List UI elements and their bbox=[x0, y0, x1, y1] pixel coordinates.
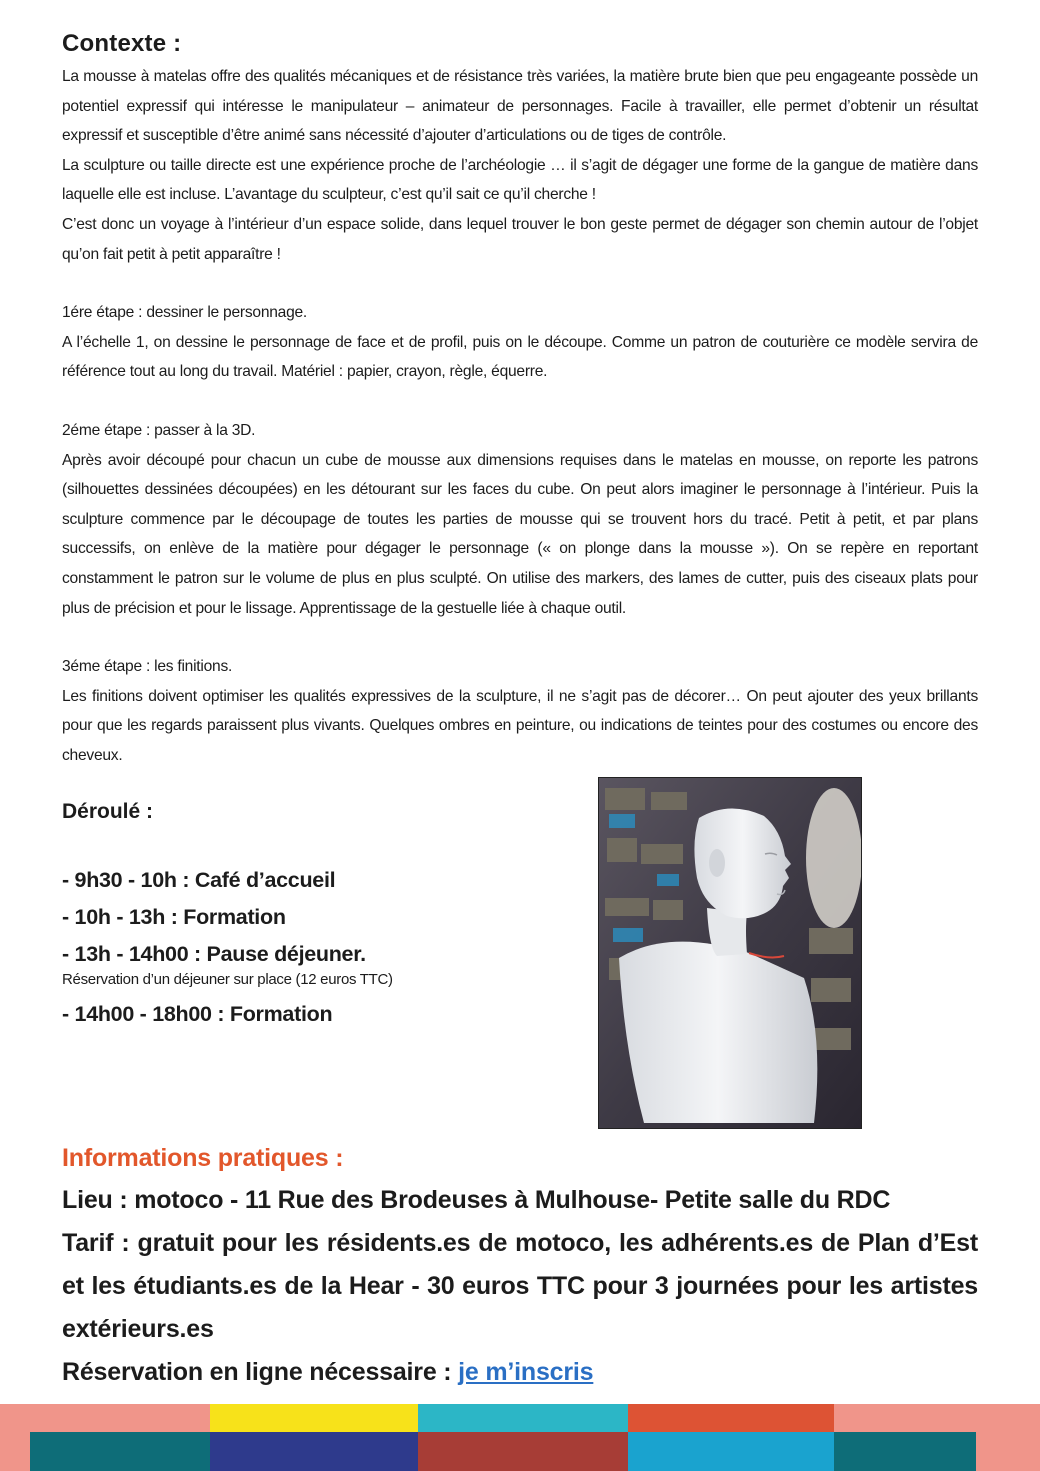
band-top-salmon-left bbox=[0, 1404, 210, 1432]
practical-info-heading: Informations pratiques : bbox=[62, 1144, 344, 1172]
reservation-label: Réservation en ligne nécessaire : bbox=[62, 1358, 459, 1386]
band-bottom-teal-right bbox=[834, 1432, 976, 1471]
schedule-item-accueil: - 9h30 - 10h : Café d’accueil bbox=[62, 868, 336, 892]
etape-1-title: 1ére étape : dessiner le personnage. bbox=[62, 304, 308, 322]
band-bottom-navy bbox=[210, 1432, 418, 1471]
contexte-paragraph-1: La mousse à matelas offre des qualités mécaniques et de résistance très variées, la matière brute bien que peu engageante possède un potentiel expressif qui intéresse le manipulateur – animateur de personnages. Facile à travailler, elle permet d’obtenir un résultat expressif et susceptible d’être animé sans nécessité d’ajouter d’articulations ou de tiges de contrôle. bbox=[62, 68, 978, 145]
etape-3-title: 3éme étape : les finitions. bbox=[62, 658, 233, 676]
reservation-line bbox=[62, 1351, 978, 1394]
deroule-heading: Déroulé : bbox=[62, 800, 154, 823]
page-content bbox=[62, 30, 978, 770]
band-top-salmon-right bbox=[834, 1404, 1040, 1432]
band-bottom-sky bbox=[628, 1432, 834, 1471]
etape-3-text: Les finitions doivent optimiser les qualités expressives de la sculpture, il ne s’agit pas de décorer… On peut ajouter des yeux brillants pour que les regards paraissent plus vivants. Quelques ombres en peinture, ou indications de teintes pour des costumes ou encore des cheveux. bbox=[62, 687, 978, 764]
lunch-reservation-note: Réservation d’un déjeuner sur place (12 euros TTC) bbox=[62, 971, 393, 988]
schedule-item-formation-matin: - 10h - 13h : Formation bbox=[62, 905, 286, 929]
band-top-red bbox=[628, 1404, 834, 1432]
decorative-color-band bbox=[0, 1404, 1040, 1471]
band-bottom-salmon-right bbox=[976, 1432, 1040, 1471]
practical-info-section bbox=[62, 1144, 978, 1394]
schedule-item-pause: - 13h - 14h00 : Pause déjeuner. bbox=[62, 942, 366, 966]
etape-1-text: A l’échelle 1, on dessine le personnage de face et de profil, puis on le découpe. Comme un patron de couturière ce modèle servira de référence tout au long du travail. Matériel : papier, crayon, règle, équerre. bbox=[62, 333, 978, 381]
deroule-section bbox=[62, 800, 562, 1039]
etape-2-text: Après avoir découpé pour chacun un cube de mousse aux dimensions requises dans le matelas en mousse, on reporte les patrons (silhouettes dessinées découpées) en les détourant sur les faces du cube. On peut alors imaginer le personnage à l’intérieur. Puis la sculpture commence par le découpage de toutes les parties de mousse qui se trouvent hors du tracé. Petit à petit, et par plans successifs, on enlève de la matière pour dégager le personnage (« on plonge dans la mousse »). On se repère en reportant constamment le patron sur le volume de plus en plus sculpté. On utilise des markers, des lames de cutter, puis des ciseaux plats pour plus de précision et pour le lissage. Apprentissage de la gestuelle liée à chaque outil. bbox=[62, 451, 978, 617]
contexte-paragraph-3: C’est donc un voyage à l’intérieur d’un espace solide, dans lequel trouver le bon geste permet de dégager son chemin autour de l’objet qu’on fait petit à petit apparaître ! bbox=[62, 215, 978, 263]
register-link[interactable]: je m’inscris bbox=[458, 1358, 594, 1386]
foam-bust-photo bbox=[598, 777, 862, 1129]
band-top-yellow bbox=[210, 1404, 418, 1432]
band-bottom-brick bbox=[418, 1432, 628, 1471]
band-bottom-teal-left bbox=[30, 1432, 210, 1471]
band-bottom-salmon-left bbox=[0, 1432, 30, 1471]
etape-2-title: 2éme étape : passer à la 3D. bbox=[62, 421, 256, 439]
location-line: Lieu : motoco - 11 Rue des Brodeuses à Mulhouse- Petite salle du RDC bbox=[62, 1186, 891, 1214]
contexte-heading: Contexte : bbox=[62, 30, 182, 57]
band-top-cyan bbox=[418, 1404, 628, 1432]
pricing-line: Tarif : gratuit pour les résidents.es de motoco, les adhérents.es de Plan d’Est et les étudiants.es de la Hear - 30 euros TTC pour 3 journées pour les artistes extérieurs.es bbox=[62, 1229, 978, 1343]
schedule-item-formation-apres-midi: - 14h00 - 18h00 : Formation bbox=[62, 1002, 333, 1026]
contexte-paragraph-2: La sculpture ou taille directe est une expérience proche de l’archéologie … il s’agit de dégager une forme de la gangue de matière dans laquelle elle est incluse. L’avantage du sculpteur, c’est qu’il sait ce qu’il cherche ! bbox=[62, 156, 978, 204]
